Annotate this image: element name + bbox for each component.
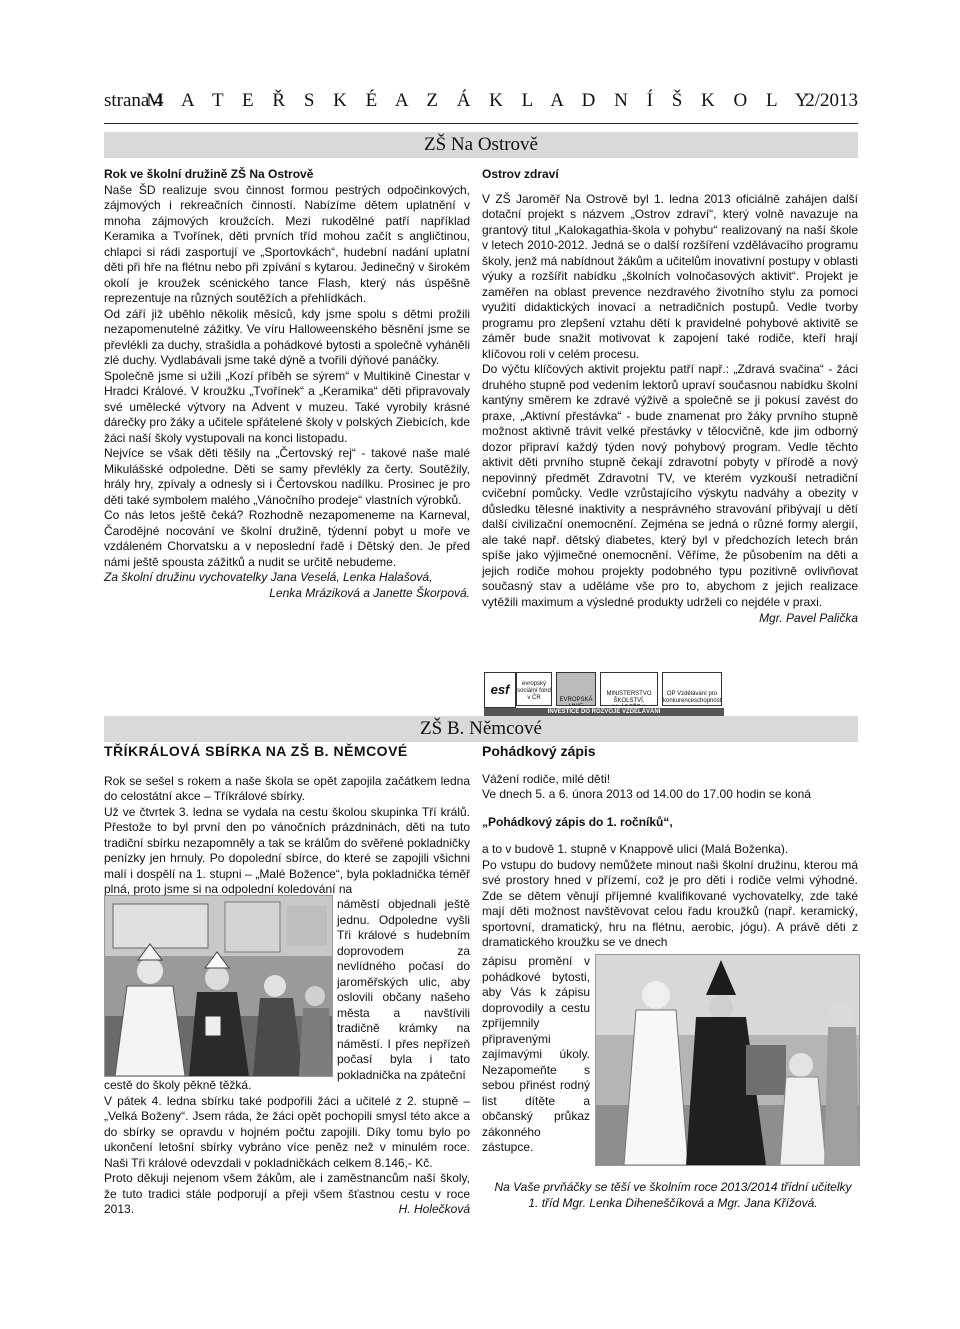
article-paragraph: Od září již uběhlo několik měsíců, kdy jsme spolu s dětmi prožili nezapomenutelné zážitky. Ve víru Halloweenského běsnění jsme se převlékli za duchy, strašidla a pohádkové bytosti a společně vyháněli zlé duchy. Vydlabávali jsme také dýně a tvořili dýňové panáčky. — [104, 306, 470, 367]
caption-text: Na Vaše prvňáčky se těší ve školním roce 2013/2014 třídní učitelky 1. tříd Mgr. Lenka Diheneščíková a Mgr. Jana Křížová. — [494, 1180, 852, 1210]
article-signature: H. Holečková — [398, 1202, 470, 1216]
article-pohadkovy-zapis — [482, 744, 858, 951]
issue-number: 2/2013 — [805, 90, 858, 111]
eu-flag-logo: EVROPSKÁ — [556, 672, 596, 706]
article-paragraph: Ve dnech 5. a 6. února 2013 od 14.00 do 17.00 hodin se koná — [482, 787, 811, 801]
fairy-tale-photo — [595, 954, 860, 1166]
article-pohadkovy-beside — [482, 954, 590, 1156]
article-paragraph: Naše ŠD realizuje svou činnost formou pestrých odpočinkových, zájmových i rekreačních činností. Nabízíme dětem uplatnění v mnoha zájmových kroužcích. Mezi rukodělné patří například Keramika a Tvořínek, děti prvních tříd mohou začít s angličtinou, chlapci si rádi zasportují ve „Sportovkách“, hudební nadání uplatní děti při hře na flétnu nebo při zpívání s kytarou. Jedinečný v širokém okolí je kroužek scénického tance Flash, který nás úspěšně reprezentuje na různých soutěžích a přehlídkách. — [104, 182, 470, 305]
eu-logos — [484, 672, 724, 716]
article-paragraph: Společně jsme si užili „Kozí příběh se sýrem“ v Multikině Cinestar v Hradci Králové. V kroužku „Tvořínek“ a „Keramika“ děti připravovaly své umělecké výtvory na Advent v muzeu. Také vyrobily krásné dárečky pro žáky a učitele spřátelené školy v polských Ziebicích, kde žáci naší školy vystupovali na konci listopadu. — [104, 368, 470, 445]
page-number: strana 4 — [104, 90, 164, 111]
article-paragraph: Nejvíce se však děti těšily na „Čertovský rej“ - takové naše malé Mikulášské odpoledne. Děti se samy převlékly za čerty. Soutěžily, hrály hry, zpívaly a odnesly si i Čertovskou nadílku. Prosinec je pro děti také symbolem malého „Vánočního prodeje“ vlastních výrobků. — [104, 446, 470, 507]
fairy-tale-illustration — [596, 955, 859, 1165]
article-paragraph: Po vstupu do budovy nemůžete minout naši školní družinu, kterou má své prostory hned v přízemí, což je pro děti i rodiče velmi výhodné. Zde se dětem věnují příjemné kvalifikované vychovatelky, zde také mají děti možnost navštěvovat celou řadu kroužků (např. keramický, sportovní, dramatický, hru na flétnu, aerobic, jógu). A právě děti z dramatického kroužku se ve dnech — [482, 857, 858, 949]
article-title: Pohádkový zápis — [482, 743, 596, 759]
article-title: Rok ve školní družině ZŠ Na Ostrově — [104, 167, 314, 181]
page-header — [104, 90, 858, 116]
article-signature: Lenka Mráziková a Janette Škorpová. — [269, 585, 470, 600]
article-title: Ostrov zdraví — [482, 167, 559, 181]
section-band-ostrove: ZŠ Na Ostrově — [104, 132, 858, 158]
photo-caption — [488, 1180, 858, 1211]
article-paragraph: Rok se sešel s rokem a naše škola se opět zapojila začátkem ledna do celostátní akce – Tříkrálové sbírky. — [104, 773, 470, 803]
article-paragraph: a to v budově 1. stupně v Knappově ulici (Malá Boženka). — [482, 842, 789, 856]
article-paragraph: zápisu promění v pohádkové bytosti, aby Vás k zápisu doprovodily a cestu zpříjemnily připravenými zajímavými úkoly. Nezapomeňte s sebou přinést rodný list dítěte a občanský průkaz zákonného zástupce. — [482, 954, 590, 1154]
esf-text-logo: evropský sociální fond v ČR — [516, 672, 552, 706]
article-paragraph: cestě do školy pěkně těžká. — [104, 1078, 252, 1092]
three-kings-photo — [104, 895, 333, 1077]
article-paragraph: náměstí objednali ještě jednu. Odpoledne vyšli Tři králové s hudebním doprovodem za nevlídného počasí do jaroměřských ulic, aby oslovili občany našeho města a navštívili tradičně krámky na náměstí. I přes nepřízeň počasí byla i tato pokladnička na zpáteční — [337, 897, 470, 1082]
article-trikralova — [104, 744, 470, 898]
article-paragraph: Co nás letos ještě čeká? Rozhodně nezapomeneme na Karneval, Čarodějné nocování ve školní družině, týdenní pobyt u moře ve vzdáleném Chorvatsku a v neposlední řadě i Dětský den. Je před námi ještě spousta zážitků a nudit se určitě nebudeme. — [104, 508, 470, 569]
article-trikralova-beside — [337, 897, 470, 1083]
msmt-logo: MINISTERSTVO ŠKOLSTVÍ, — [600, 672, 658, 706]
article-paragraph: Proto děkuji nejenom všem žákům, ale i zaměstnancům naší školy, že tuto tradici stále podporují a přeji všem šťastnou cestu v roce 2013. — [104, 1171, 470, 1216]
section-band-nemcove: ZŠ B. Němcové — [104, 716, 858, 742]
article-ostrov-zdravi — [482, 167, 858, 627]
article-signature: Mgr. Pavel Palička — [759, 611, 858, 625]
article-druzina — [104, 167, 470, 601]
event-name: „Pohádkový zápis do 1. ročníků“, — [482, 814, 673, 829]
logo-strip: INVESTICE DO ROZVOJE VZDĚLÁVÁNÍ — [484, 708, 724, 716]
esf-logo: esf — [484, 672, 516, 708]
newsletter-title: M A T E Ř S K É A Z Á K L A D N Í Š K O L Y — [146, 90, 816, 111]
article-paragraph: Do výčtu klíčových aktivit projektu patří např.: „Zdravá svačina“ - žáci druhého stupně pod vedením lektorů upraví současnou nabídku školní kantýny směrem ke zdravé výživě a společně se ji pokusí zavést do praxe, „Aktivní přestávka“ - bude znamenat pro žáky prvního stupně možnost aktivně trávit velké přestávky v tělocvičně, kde jim odborný dozor připraví každý týden nový pohybový program. Vedle těchto aktivit děti prvního stupně čekají zdravotní pobyty v přírodě a nový nepovinný předmět Zdravotní TV, ve kterém vyzkouší netradiční cvičební pomůcky. Vedle vzrůstajícího výskytu nadváhy a obezity v důsledku tělesné inaktivity a nesprávného stravování přibývají u dětí další civilizační onemocnění. Zejména se jedná o různé formy alergií, ale také např. dětský diabetes, který byl v předchozích letech brán spíše jako výjimečné onemocnění. Věříme, že působením na děti a jejich rodiče mohou projekty podobného typu pozitivně ovlivňovat současný stav a uděláme vše pro to, abychom z jejich realizace vytěžili maximum a výsledné produkty udrželi co nejdéle v praxi. — [482, 362, 858, 609]
article-paragraph: Vážení rodiče, milé děti! — [482, 771, 611, 786]
op-vk-logo: OP Vzdělávání pro konkurenceschopnost — [662, 672, 722, 706]
article-title: TŘÍKRÁLOVÁ SBÍRKA NA ZŠ B. NĚMCOVÉ — [104, 743, 408, 759]
header-rule — [104, 123, 858, 124]
article-paragraph: V ZŠ Jaroměř Na Ostrově byl 1. ledna 2013 oficiálně zahájen další dotační projekt s názvem „Ostrov zdraví“, který volně navazuje na grantový titul „Kalokagathia-škola v pohybu“ realizovaný na naší škole v letech 2010-2012. Jedná se o další rozšíření vzdělávacího programu školy, jenž má nabídnout žákům a učitelům inovativní postupy v oblasti výuky a rozšířit nabídku „školních volnočasových aktivit“. Projekt je zaměřen na oblast prevence nezdravého životního stylu za pomoci využití didaktických inovací a netradičních postupů. Vedle tvorby programu pro zlepšení vztahu dětí k pravidelné pohybové aktivitě se záměr bude snažit motivovat k zapojení také rodiče, kteří hrají klíčovou roli v celém procesu. — [482, 191, 858, 361]
article-trikralova-continued — [104, 1078, 470, 1218]
article-signature: Za školní družinu vychovatelky Jana Veselá, Lenka Halašová, — [104, 570, 433, 584]
three-kings-illustration — [105, 896, 332, 1076]
article-paragraph: V pátek 4. ledna sbírku také podpořili žáci a učitelé z 2. stupně – „Velká Boženy“. Jsem ráda, že žáci opět pochopili smysl této akce a do sbírky se opravdu v hojném počtu zapojili. Díky tomu bylo po ukončení letošní sbírky vybráno více peněz než v minulém roce. Naši Tři králové odevzdali v pokladničkách celkem 8.146,- Kč. — [104, 1093, 470, 1170]
article-paragraph: Už ve čtvrtek 3. ledna se vydala na cestu školou skupinka Tří králů. Přestože to byl první den po vánočních prázdninách, děti na tuto tradiční sbírku nezapomněly a tak se králům do svěřené pokladničky penízky jen hrnuly. Po dopolední sbírce, do které se zapojili všichni malí i dospělí na 1. stupni – „Malé Božence“, byla pokladnička téměř plná, proto jsme si na odpolední koledování na — [104, 804, 470, 896]
